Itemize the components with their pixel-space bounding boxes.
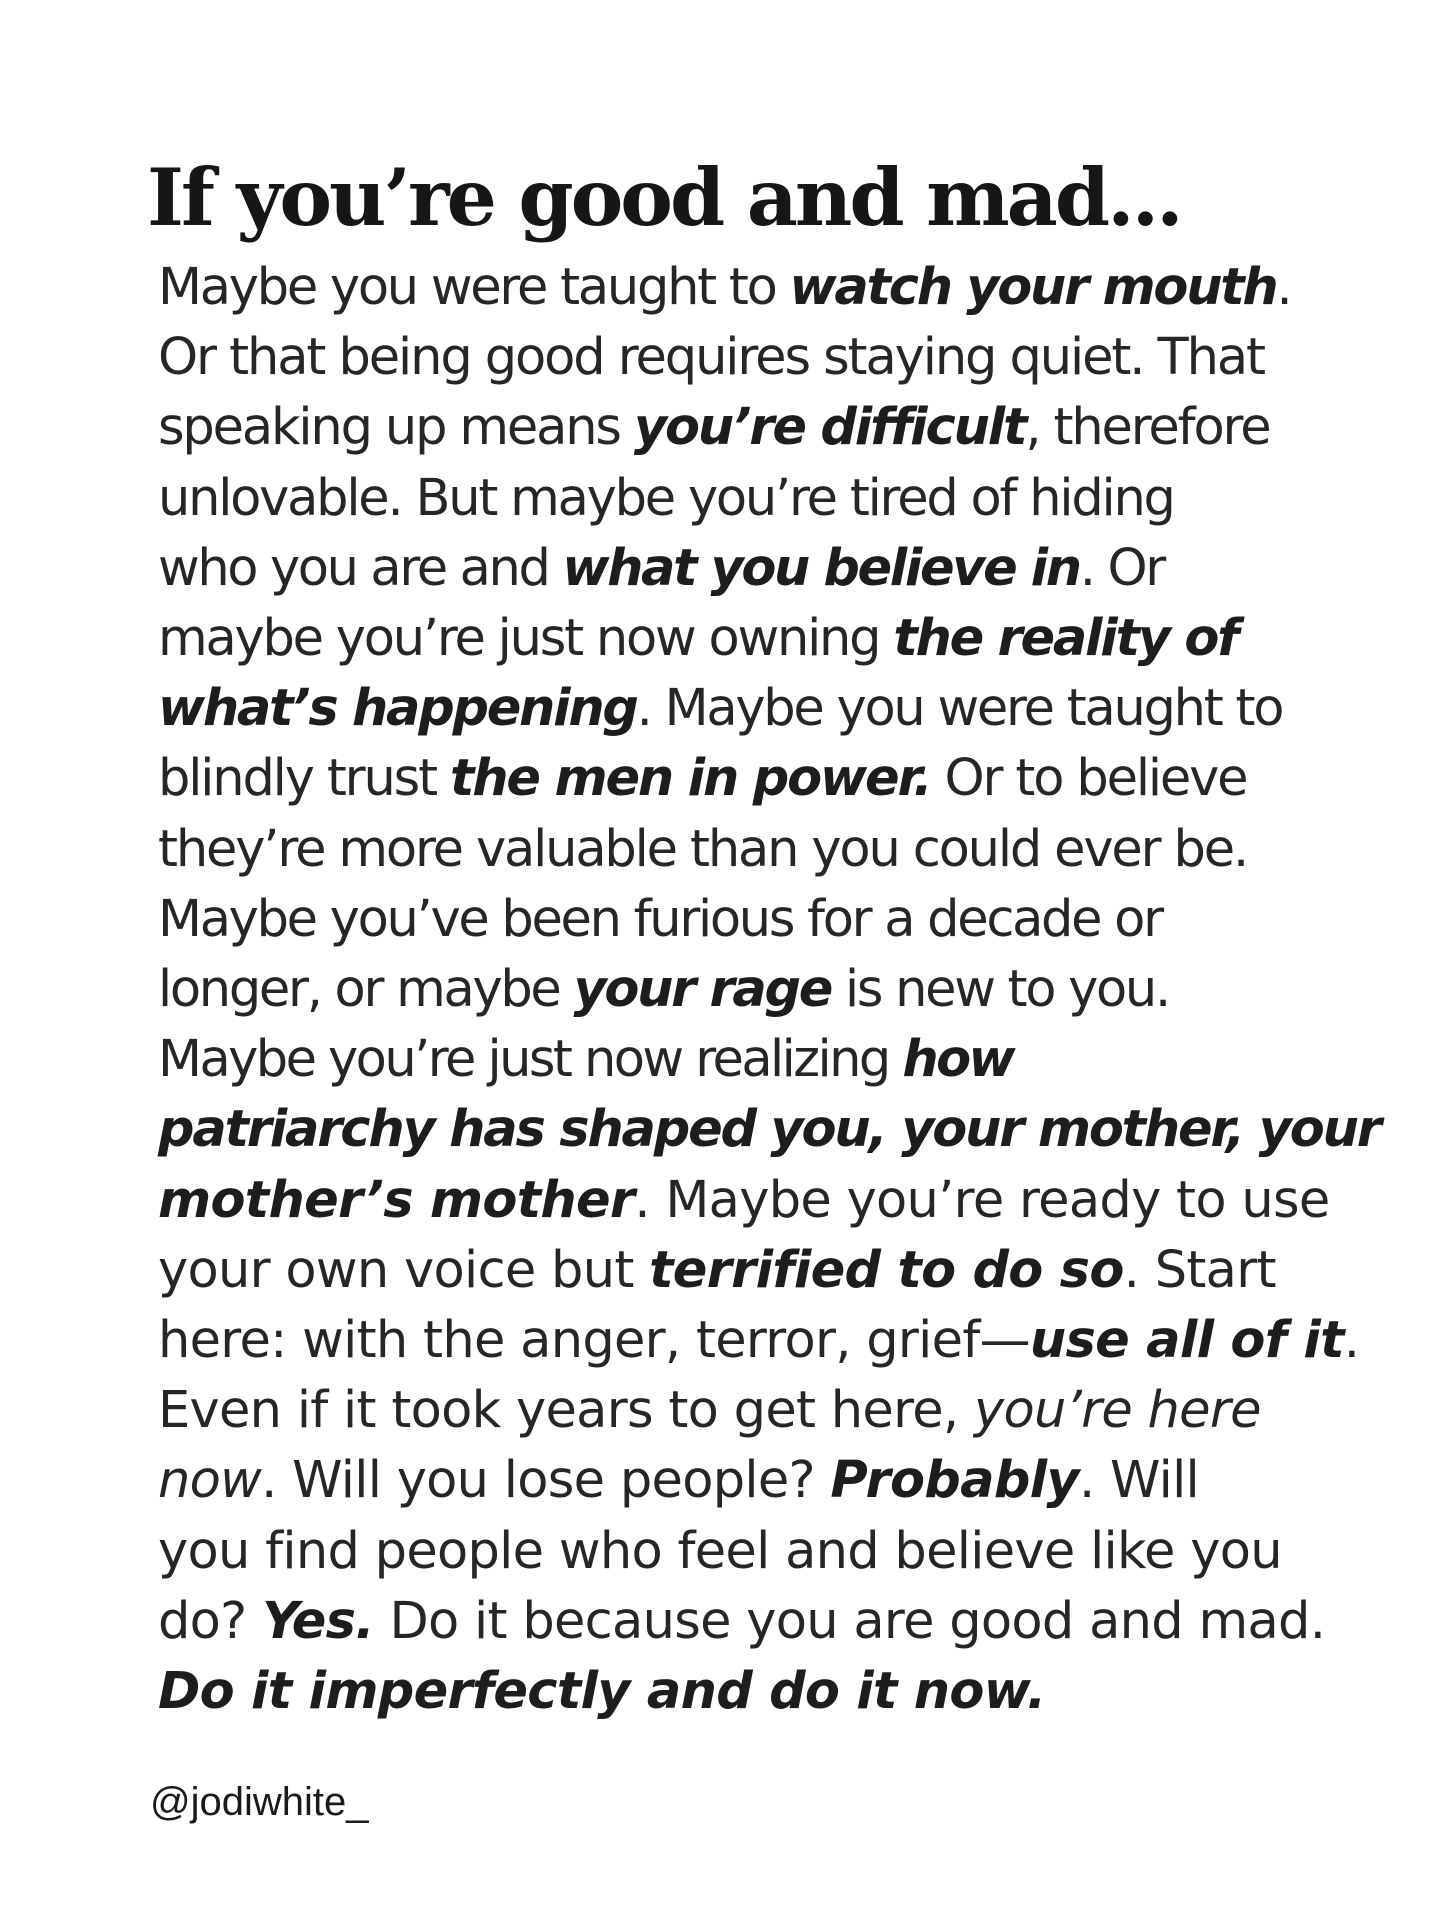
body-text-segment: . Maybe you were taught to xyxy=(636,679,1283,739)
quote-title: If you’re good and mad... xyxy=(147,151,1181,244)
body-line xyxy=(158,1025,1380,1095)
emphasis-text: Probably xyxy=(830,1451,1079,1511)
emphasis-text: patriarchy has shaped you, your mother, your xyxy=(158,1100,1380,1160)
body-text-segment: maybe you’re just now owning xyxy=(158,609,894,669)
body-text-segment: your own voice but xyxy=(158,1240,650,1300)
body-text-segment: Do it because you are good and mad. xyxy=(373,1591,1326,1651)
body-line xyxy=(158,604,1380,674)
body-line xyxy=(158,744,1380,814)
body-text-segment: speaking up means xyxy=(158,398,634,458)
emphasis-text: Yes. xyxy=(262,1591,374,1651)
body-text-segment: . Start xyxy=(1123,1240,1276,1300)
emphasis-text: use all of it xyxy=(1029,1311,1344,1371)
body-text-segment: Even if it took years to get here, xyxy=(158,1381,974,1441)
emphasis-text: your rage xyxy=(573,960,832,1020)
italic-text: now xyxy=(158,1451,262,1511)
body-line xyxy=(158,885,1380,955)
body-text-segment: longer, or maybe xyxy=(158,960,574,1020)
body-line xyxy=(158,955,1380,1025)
author-handle: @jodiwhite_ xyxy=(150,1780,369,1824)
body-text-segment: . Will you lose people? xyxy=(261,1451,831,1511)
emphasis-text: mother’s mother xyxy=(158,1170,635,1230)
body-text-segment: Maybe you’ve been furious for a decade or xyxy=(158,889,1162,949)
body-text-segment: unlovable. But maybe you’re tired of hiding xyxy=(158,468,1174,528)
body-line xyxy=(158,674,1380,744)
body-text-segment: you find people who feel and believe like you xyxy=(158,1521,1282,1581)
body-line xyxy=(158,1517,1380,1587)
body-line xyxy=(158,534,1380,604)
body-text-segment: . Maybe you’re ready to use xyxy=(634,1170,1330,1230)
emphasis-text: how xyxy=(902,1030,1014,1090)
body-line xyxy=(158,1306,1380,1376)
emphasis-text: what’s happening xyxy=(158,679,637,739)
body-text-segment: they’re more valuable than you could ever be. xyxy=(158,819,1248,879)
body-text-segment: blindly trust xyxy=(158,749,451,809)
body-line xyxy=(158,464,1380,534)
body-text-segment: is new to you. xyxy=(831,960,1169,1020)
body-text-segment: who you are and xyxy=(158,538,563,598)
body-text-segment: . xyxy=(1276,258,1291,317)
body-text-segment: Or that being good requires staying quiet. That xyxy=(158,328,1264,388)
body-text-segment: . Or xyxy=(1079,538,1164,598)
emphasis-text: the men in power. xyxy=(450,749,931,809)
body-text-segment: here: with the anger, terror, grief— xyxy=(158,1311,1030,1371)
emphasis-text: you’re difficult xyxy=(633,398,1026,458)
emphasis-text: watch your mouth xyxy=(789,258,1277,317)
body-line xyxy=(158,1446,1380,1516)
body-line xyxy=(158,1657,1380,1727)
body-line xyxy=(158,1587,1380,1657)
body-line xyxy=(158,1376,1380,1446)
body-line xyxy=(158,1236,1380,1306)
italic-text: you’re here xyxy=(973,1381,1261,1441)
body-text-segment: . xyxy=(1343,1311,1360,1371)
body-text-segment: Maybe you’re just now realizing xyxy=(158,1030,903,1090)
body-text-segment: . Will xyxy=(1078,1451,1200,1511)
emphasis-text: terrified to do so xyxy=(649,1240,1124,1300)
body-text-segment: Or to believe xyxy=(930,749,1247,809)
body-line xyxy=(158,815,1380,885)
body-line xyxy=(158,1166,1380,1236)
body-line xyxy=(158,323,1380,393)
body-text-segment: Maybe you were taught to xyxy=(158,258,790,317)
emphasis-text: the reality of xyxy=(893,609,1238,669)
emphasis-text: what you believe in xyxy=(562,538,1080,598)
quote-body xyxy=(158,253,1380,1727)
body-line xyxy=(158,393,1380,463)
emphasis-text: Do it imperfectly and do it now. xyxy=(158,1662,1046,1722)
body-line xyxy=(158,253,1380,323)
body-text-segment: , therefore xyxy=(1025,398,1270,458)
body-line xyxy=(158,1095,1380,1165)
body-text-segment: do? xyxy=(158,1591,263,1651)
